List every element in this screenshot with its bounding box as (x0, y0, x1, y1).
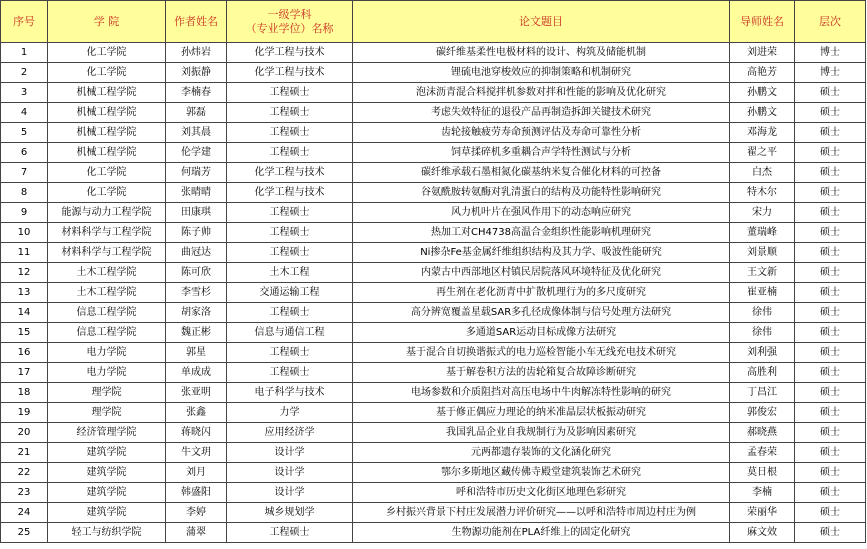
cell-level[interactable]: 硕士 (795, 483, 866, 503)
table-row (1, 123, 866, 143)
cell-discipline[interactable]: 化学工程与技术 (227, 43, 353, 63)
cell-college[interactable]: 电力学院 (48, 343, 166, 363)
cell-title[interactable]: 元两都遗存装饰的文化涵化研究 (353, 443, 730, 463)
cell-level[interactable]: 硕士 (795, 363, 866, 383)
cell-discipline[interactable]: 工程硕士 (227, 203, 353, 223)
cell-college[interactable]: 能源与动力工程学院 (48, 203, 166, 223)
cell-title[interactable]: 饲草揉碎机多重耦合声学特性测试与分析 (353, 143, 730, 163)
cell-discipline[interactable]: 工程硕士 (227, 143, 353, 163)
cell-advisor[interactable]: 高艳芳 (730, 63, 795, 83)
cell-no[interactable]: 20 (1, 423, 48, 443)
cell-college[interactable]: 材料科学与工程学院 (48, 243, 166, 263)
cell-no[interactable]: 13 (1, 283, 48, 303)
cell-title[interactable]: 生物源功能剂在PLA纤维上的固定化研究 (353, 523, 730, 543)
cell-author[interactable]: 刘振静 (166, 63, 227, 83)
table-row (1, 143, 866, 163)
table-row (1, 343, 866, 363)
cell-level[interactable]: 硕士 (795, 463, 866, 483)
cell-college[interactable]: 信息工程学院 (48, 303, 166, 323)
cell-level[interactable]: 硕士 (795, 423, 866, 443)
cell-author[interactable]: 伦学建 (166, 143, 227, 163)
cell-advisor[interactable]: 高胜利 (730, 363, 795, 383)
table-row (1, 103, 866, 123)
cell-no[interactable]: 23 (1, 483, 48, 503)
cell-no[interactable]: 6 (1, 143, 48, 163)
table-row (1, 443, 866, 463)
cell-college[interactable]: 理学院 (48, 403, 166, 423)
cell-advisor[interactable]: 邓海龙 (730, 123, 795, 143)
table-row (1, 63, 866, 83)
cell-discipline[interactable]: 化学工程与技术 (227, 183, 353, 203)
cell-discipline[interactable]: 设计学 (227, 443, 353, 463)
cell-college[interactable]: 电力学院 (48, 363, 166, 383)
cell-title[interactable]: 高分辨宽覆盖星载SAR多孔径成像体制与信号处理方法研究 (353, 303, 730, 323)
cell-college[interactable]: 经济管理学院 (48, 423, 166, 443)
cell-level[interactable]: 硕士 (795, 223, 866, 243)
table-row (1, 383, 866, 403)
cell-college[interactable]: 土木工程学院 (48, 263, 166, 283)
cell-no[interactable]: 25 (1, 523, 48, 543)
cell-level[interactable]: 硕士 (795, 303, 866, 323)
header-discipline-line2: （专业学位）名称 (245, 21, 334, 35)
table-row (1, 183, 866, 203)
cell-advisor[interactable]: 丁昌江 (730, 383, 795, 403)
cell-discipline[interactable]: 城乡规划学 (227, 503, 353, 523)
table-row (1, 163, 866, 183)
cell-level[interactable]: 硕士 (795, 383, 866, 403)
table-body (1, 43, 866, 543)
table-row (1, 203, 866, 223)
cell-advisor[interactable]: 宋力 (730, 203, 795, 223)
cell-no[interactable]: 24 (1, 503, 48, 523)
cell-advisor[interactable]: 荣丽华 (730, 503, 795, 523)
cell-title[interactable]: 鄂尔多斯地区藏传佛寺殿堂建筑装饰艺术研究 (353, 463, 730, 483)
cell-college[interactable]: 化工学院 (48, 63, 166, 83)
cell-title[interactable]: 内蒙古中西部地区村镇民居院落风环境特征及优化研究 (353, 263, 730, 283)
cell-title[interactable]: 再生剂在老化沥青中扩散机理行为的多尺度研究 (353, 283, 730, 303)
cell-author[interactable]: 魏正彬 (166, 323, 227, 343)
cell-title[interactable]: 电场参数和介质阻挡对高压电场中牛肉解冻特性影响的研究 (353, 383, 730, 403)
cell-advisor[interactable]: 莫日根 (730, 463, 795, 483)
header-college[interactable]: 学 院 (48, 1, 166, 43)
header-title[interactable]: 论文题目 (353, 1, 730, 43)
cell-author[interactable]: 张亚明 (166, 383, 227, 403)
cell-author[interactable]: 李婷 (166, 503, 227, 523)
cell-advisor[interactable]: 李楠 (730, 483, 795, 503)
table-row (1, 43, 866, 63)
cell-title[interactable]: 多通道SAR运动目标成像方法研究 (353, 323, 730, 343)
cell-college[interactable]: 机械工程学院 (48, 103, 166, 123)
cell-title[interactable]: 基于混合自切换谐振式的电力巡检智能小车无线充电技术研究 (353, 343, 730, 363)
cell-no[interactable]: 16 (1, 343, 48, 363)
cell-discipline[interactable]: 土木工程 (227, 263, 353, 283)
cell-advisor[interactable]: 董瑞峰 (730, 223, 795, 243)
table-row (1, 363, 866, 383)
cell-discipline[interactable]: 工程硕士 (227, 303, 353, 323)
cell-advisor[interactable]: 翟之平 (730, 143, 795, 163)
cell-author[interactable]: 张鑫 (166, 403, 227, 423)
cell-no[interactable]: 18 (1, 383, 48, 403)
cell-college[interactable]: 建筑学院 (48, 503, 166, 523)
cell-title[interactable]: 我国乳品企业自我规制行为及影响因素研究 (353, 423, 730, 443)
header-row (1, 1, 866, 43)
cell-no[interactable]: 15 (1, 323, 48, 343)
cell-college[interactable]: 化工学院 (48, 163, 166, 183)
cell-discipline[interactable]: 工程硕士 (227, 103, 353, 123)
cell-advisor[interactable]: 刘景顺 (730, 243, 795, 263)
cell-author[interactable]: 胡家洛 (166, 303, 227, 323)
header-discipline-line1: 一级学科 (267, 7, 312, 21)
cell-level[interactable]: 硕士 (795, 243, 866, 263)
cell-discipline[interactable]: 工程硕士 (227, 83, 353, 103)
cell-no[interactable]: 12 (1, 263, 48, 283)
cell-level[interactable]: 硕士 (795, 183, 866, 203)
cell-title[interactable]: 泡沫沥青混合料搅拌机参数对拌和性能的影响及优化研究 (353, 83, 730, 103)
cell-discipline[interactable]: 电子科学与技术 (227, 383, 353, 403)
cell-level[interactable]: 硕士 (795, 403, 866, 423)
cell-advisor[interactable]: 郝晓燕 (730, 423, 795, 443)
cell-advisor[interactable]: 郭俊宏 (730, 403, 795, 423)
cell-no[interactable]: 4 (1, 103, 48, 123)
cell-level[interactable]: 硕士 (795, 263, 866, 283)
cell-author[interactable]: 何瑞芳 (166, 163, 227, 183)
cell-level[interactable]: 硕士 (795, 443, 866, 463)
table-row (1, 263, 866, 283)
cell-discipline[interactable]: 工程硕士 (227, 123, 353, 143)
cell-discipline[interactable]: 工程硕士 (227, 343, 353, 363)
cell-author[interactable]: 田康琪 (166, 203, 227, 223)
cell-level[interactable]: 硕士 (795, 123, 866, 143)
cell-level[interactable]: 硕士 (795, 323, 866, 343)
cell-author[interactable]: 刘其晨 (166, 123, 227, 143)
cell-no[interactable]: 11 (1, 243, 48, 263)
cell-college[interactable]: 机械工程学院 (48, 143, 166, 163)
table-row (1, 403, 866, 423)
cell-college[interactable]: 土木工程学院 (48, 283, 166, 303)
cell-college[interactable]: 化工学院 (48, 183, 166, 203)
cell-title[interactable]: 呼和浩特市历史文化街区地理色彩研究 (353, 483, 730, 503)
cell-author[interactable]: 韩盛阳 (166, 483, 227, 503)
cell-no[interactable]: 19 (1, 403, 48, 423)
cell-no[interactable]: 8 (1, 183, 48, 203)
cell-no[interactable]: 17 (1, 363, 48, 383)
cell-author[interactable]: 曲冠达 (166, 243, 227, 263)
cell-advisor[interactable]: 孙鹏文 (730, 103, 795, 123)
cell-advisor[interactable]: 刘进荣 (730, 43, 795, 63)
cell-advisor[interactable]: 特木尔 (730, 183, 795, 203)
cell-college[interactable]: 机械工程学院 (48, 123, 166, 143)
cell-discipline[interactable]: 交通运输工程 (227, 283, 353, 303)
table-row (1, 243, 866, 263)
cell-discipline[interactable]: 工程硕士 (227, 363, 353, 383)
cell-no[interactable]: 10 (1, 223, 48, 243)
cell-discipline[interactable]: 化学工程与技术 (227, 63, 353, 83)
header-discipline[interactable] (227, 1, 353, 43)
table-row (1, 283, 866, 303)
header-level[interactable]: 层次 (795, 1, 866, 43)
cell-title[interactable]: 乡村振兴背景下村庄发展潜力评价研究——以呼和浩特市周边村庄为例 (353, 503, 730, 523)
cell-level[interactable]: 博士 (795, 63, 866, 83)
cell-author[interactable]: 蒋晓闪 (166, 423, 227, 443)
cell-no[interactable]: 22 (1, 463, 48, 483)
cell-no[interactable]: 7 (1, 163, 48, 183)
cell-college[interactable]: 轻工与纺织学院 (48, 523, 166, 543)
cell-advisor[interactable]: 白杰 (730, 163, 795, 183)
cell-level[interactable]: 硕士 (795, 503, 866, 523)
table-row (1, 483, 866, 503)
cell-discipline[interactable]: 工程硕士 (227, 223, 353, 243)
cell-college[interactable]: 机械工程学院 (48, 83, 166, 103)
cell-advisor[interactable]: 徐伟 (730, 303, 795, 323)
cell-advisor[interactable]: 孙鹏文 (730, 83, 795, 103)
cell-college[interactable]: 化工学院 (48, 43, 166, 63)
cell-title[interactable]: 考虑失效特征的退役产品再制造拆卸关键技术研究 (353, 103, 730, 123)
table-row (1, 503, 866, 523)
cell-level[interactable]: 博士 (795, 43, 866, 63)
cell-author[interactable]: 郭星 (166, 343, 227, 363)
cell-discipline[interactable]: 设计学 (227, 463, 353, 483)
cell-discipline[interactable]: 化学工程与技术 (227, 163, 353, 183)
cell-level[interactable]: 硕士 (795, 163, 866, 183)
cell-college[interactable]: 建筑学院 (48, 463, 166, 483)
cell-advisor[interactable]: 孟春荣 (730, 443, 795, 463)
cell-title[interactable]: 齿轮接触疲劳寿命预测评估及寿命可靠性分析 (353, 123, 730, 143)
cell-level[interactable]: 硕士 (795, 283, 866, 303)
cell-college[interactable]: 建筑学院 (48, 483, 166, 503)
cell-no[interactable]: 5 (1, 123, 48, 143)
header-author[interactable]: 作者姓名 (166, 1, 227, 43)
cell-author[interactable]: 张晴晴 (166, 183, 227, 203)
cell-title[interactable]: 锂硫电池穿梭效应的抑制策略和机制研究 (353, 63, 730, 83)
cell-discipline[interactable]: 工程硕士 (227, 243, 353, 263)
table-row (1, 83, 866, 103)
cell-title[interactable]: 热加工对CH4738高温合金组织性能影响机理研究 (353, 223, 730, 243)
cell-advisor[interactable]: 刘利强 (730, 343, 795, 363)
cell-no[interactable]: 2 (1, 63, 48, 83)
cell-no[interactable]: 14 (1, 303, 48, 323)
cell-no[interactable]: 9 (1, 203, 48, 223)
cell-author[interactable]: 刘月 (166, 463, 227, 483)
table-row (1, 303, 866, 323)
table-row (1, 463, 866, 483)
cell-advisor[interactable]: 徐伟 (730, 323, 795, 343)
cell-author[interactable]: 蒲翠 (166, 523, 227, 543)
cell-title[interactable]: 基于解卷积方法的齿轮箱复合故障诊断研究 (353, 363, 730, 383)
cell-title[interactable]: 碳纤维承载石墨相氮化碳基纳米复合催化材料的可控备 (353, 163, 730, 183)
cell-title[interactable]: Ni掺杂Fe基金属纤维组织结构及其力学、吸波性能研究 (353, 243, 730, 263)
cell-author[interactable]: 单成成 (166, 363, 227, 383)
cell-title[interactable]: 风力机叶片在强风作用下的动态响应研究 (353, 203, 730, 223)
header-advisor[interactable]: 导师姓名 (730, 1, 795, 43)
cell-author[interactable]: 陈子帅 (166, 223, 227, 243)
table-row (1, 523, 866, 543)
cell-no[interactable]: 1 (1, 43, 48, 63)
cell-college[interactable]: 理学院 (48, 383, 166, 403)
cell-no[interactable]: 21 (1, 443, 48, 463)
table-row (1, 423, 866, 443)
cell-title[interactable]: 基于修正偶应力理论的纳米准晶层状板振动研究 (353, 403, 730, 423)
cell-author[interactable]: 牛文玥 (166, 443, 227, 463)
cell-advisor[interactable]: 崔亚楠 (730, 283, 795, 303)
header-no[interactable]: 序号 (1, 1, 48, 43)
cell-discipline[interactable]: 工程硕士 (227, 523, 353, 543)
cell-advisor[interactable]: 王文新 (730, 263, 795, 283)
cell-level[interactable]: 硕士 (795, 103, 866, 123)
cell-college[interactable]: 信息工程学院 (48, 323, 166, 343)
cell-author[interactable]: 孙炜岩 (166, 43, 227, 63)
cell-college[interactable]: 材料科学与工程学院 (48, 223, 166, 243)
table-row (1, 223, 866, 243)
cell-level[interactable]: 硕士 (795, 343, 866, 363)
cell-author[interactable]: 陈可欣 (166, 263, 227, 283)
cell-advisor[interactable]: 麻文效 (730, 523, 795, 543)
cell-title[interactable]: 碳纤维基柔性电极材料的设计、构筑及储能机制 (353, 43, 730, 63)
cell-author[interactable]: 李雪杉 (166, 283, 227, 303)
cell-author[interactable]: 郭磊 (166, 103, 227, 123)
cell-level[interactable]: 硕士 (795, 523, 866, 543)
cell-discipline[interactable]: 应用经济学 (227, 423, 353, 443)
cell-discipline[interactable]: 设计学 (227, 483, 353, 503)
cell-no[interactable]: 3 (1, 83, 48, 103)
table-row (1, 323, 866, 343)
cell-level[interactable]: 硕士 (795, 203, 866, 223)
cell-college[interactable]: 建筑学院 (48, 443, 166, 463)
cell-title[interactable]: 谷氨酰胺转氨酶对乳清蛋白的结构及功能特性影响研究 (353, 183, 730, 203)
cell-level[interactable]: 硕士 (795, 83, 866, 103)
cell-discipline[interactable]: 力学 (227, 403, 353, 423)
cell-discipline[interactable]: 信息与通信工程 (227, 323, 353, 343)
cell-author[interactable]: 李楠春 (166, 83, 227, 103)
cell-level[interactable]: 硕士 (795, 143, 866, 163)
